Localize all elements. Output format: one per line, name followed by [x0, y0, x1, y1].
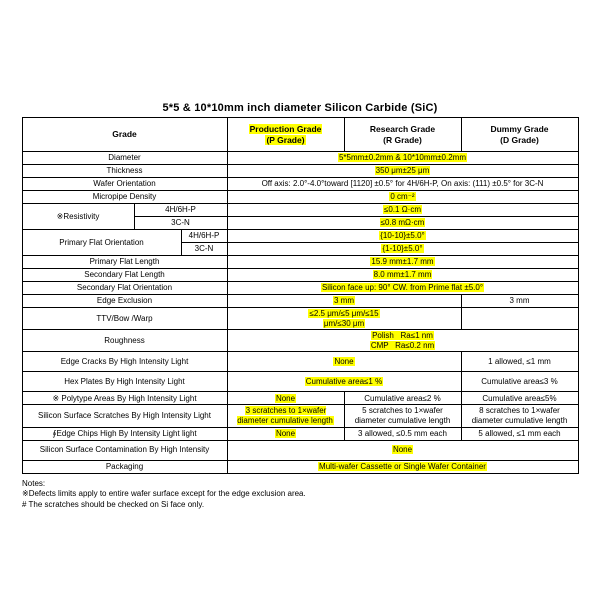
header-research-line2: (R Grade) [383, 134, 422, 145]
row-primary-flat-length [22, 256, 578, 269]
resistivity-sub2-label: 3C-N [134, 217, 227, 230]
row-edge-cracks-label: Edge Cracks By High Intensity Light [22, 352, 227, 372]
row-secondary-flat-orientation-label: Secondary Flat Orientation [22, 282, 227, 295]
pfo-sub2-value [227, 243, 578, 256]
resistivity-sub1-value [227, 204, 578, 217]
header-dummy-grade [461, 118, 578, 152]
polytype-r-value: Cumulative area≤2 % [344, 392, 461, 405]
edge-chips-p-value [227, 427, 344, 440]
row-secondary-flat-orientation [22, 282, 578, 295]
row-thickness [22, 165, 578, 178]
row-polytype-areas [22, 392, 578, 405]
row-edge-chips [22, 427, 578, 440]
row-ttv-bow-warp [22, 308, 578, 330]
pfo-sub2-label: 3C-N [181, 243, 227, 256]
edge-exclusion-pr-value-text: 3 mm [334, 296, 354, 306]
roughness-value-line2: CMP Ra≤0.2 nm [370, 340, 435, 350]
row-surface-contamination [22, 440, 578, 460]
row-primary-flat-length-label: Primary Flat Length [22, 256, 227, 269]
resistivity-sub1-value-text: ≤0.1 Ω·cm [383, 205, 422, 215]
pfo-sub1-value-text: {10-10}±5.0° [380, 231, 425, 241]
edge-chips-d-value: 5 allowed, ≤1 mm each [461, 427, 578, 440]
polytype-p-value [227, 392, 344, 405]
row-ttv-bow-warp-label: TTV/Bow /Warp [22, 308, 227, 330]
roughness-value [227, 330, 578, 352]
header-research-grade [344, 118, 461, 152]
pfo-sub2-value-text: {1-10}±5.0° [382, 244, 423, 254]
row-wafer-orientation-value: Off axis: 2.0°-4.0°toward [1120] ±0.5° for 4H/6H-P, On axis: (111) ±0.5° for 3C-N [227, 178, 578, 191]
row-thickness-label: Thickness [22, 165, 227, 178]
note-scratches-check: # The scratches should be checked on Si face only. [22, 500, 205, 510]
header-dummy-line2: (D Grade) [500, 134, 539, 145]
row-surface-scratches [22, 405, 578, 427]
row-thickness-value [227, 165, 578, 178]
row-wafer-orientation-label: Wafer Orientation [22, 178, 227, 191]
note-defects-limits: ※Defects limits apply to entire wafer surface except for the edge exclusion area. [22, 489, 306, 499]
resistivity-sub2-value-text: ≤0.8 mΩ·cm [380, 218, 425, 228]
row-diameter [22, 152, 578, 165]
row-packaging-label: Packaging [22, 460, 227, 473]
surface-contamination-value [227, 440, 578, 460]
row-primary-flat-orientation-label: Primary Flat Orientation [22, 230, 181, 256]
header-production-line2: (P Grade) [266, 134, 305, 145]
packaging-value-text: Multi-wafer Cassette or Single Wafer Container [319, 461, 486, 471]
header-grade: Grade [22, 118, 227, 152]
hex-plates-pr-value-text: Cumulative area≤1 % [305, 377, 383, 387]
ttv-bow-warp-d-empty [461, 308, 578, 330]
polytype-d-value: Cumulative area≤5% [461, 392, 578, 405]
row-edge-exclusion [22, 295, 578, 308]
resistivity-sub1-label: 4H/6H-P [134, 204, 227, 217]
row-resistivity-1 [22, 204, 578, 217]
table-header-row [22, 118, 578, 152]
resistivity-sub2-value [227, 217, 578, 230]
pfl-value-text: 15.9 mm±1.7 mm [371, 257, 434, 267]
sfl-value-text: 8.0 mm±1.7 mm [373, 270, 432, 280]
row-secondary-flat-length-label: Secondary Flat Length [22, 269, 227, 282]
ttv-value-line1: ≤2.5 μm/≤5 μm/≤15 [309, 309, 379, 318]
row-edge-chips-label: ∮Edge Chips High By Intensity Light light [22, 427, 227, 440]
pfo-sub1-value [227, 230, 578, 243]
row-diameter-value [227, 152, 578, 165]
row-roughness-label: Roughness [22, 330, 227, 352]
row-secondary-flat-length [22, 269, 578, 282]
row-primary-flat-orientation-1 [22, 230, 578, 243]
pfo-sub1-label: 4H/6H-P [181, 230, 227, 243]
notes-heading: Notes: [22, 478, 46, 488]
row-polytype-areas-label: ※ Polytype Areas By High Intensity Light [22, 392, 227, 405]
hex-plates-pr-value [227, 372, 461, 392]
edge-chips-p-value-text: None [275, 428, 296, 438]
row-micropipe-density-value [227, 191, 578, 204]
row-surface-scratches-label: Silicon Surface Scratches By High Intensity Light [22, 405, 227, 427]
row-secondary-flat-orientation-value [227, 282, 578, 295]
edge-cracks-d-value: 1 allowed, ≤1 mm [461, 352, 578, 372]
row-diameter-label: Diameter [22, 152, 227, 165]
edge-cracks-pr-value-text: None [334, 357, 354, 367]
roughness-value-line1: Polish Ra≤1 nm [372, 331, 433, 341]
header-production-grade [227, 118, 344, 152]
surface-contamination-value-text: None [392, 445, 413, 455]
page-title: 5*5 & 10*10mm inch diameter Silicon Carbide (SiC) [162, 102, 438, 114]
scratches-p-value [227, 405, 344, 427]
row-micropipe-density [22, 191, 578, 204]
ttv-value-line2: μm/≤30 μm [323, 318, 365, 328]
notes-section [22, 479, 578, 511]
ttv-bow-warp-value [227, 308, 461, 330]
polytype-p-value-text: None [275, 393, 296, 403]
row-hex-plates [22, 372, 578, 392]
row-surface-contamination-label: Silicon Surface Contamination By High Intensity [22, 440, 227, 460]
edge-exclusion-pr-value [227, 295, 461, 308]
scratches-p-value-text: 3 scratches to 1×wafer diameter cumulative length [237, 406, 333, 425]
edge-exclusion-d-value: 3 mm [461, 295, 578, 308]
row-resistivity-label: ※Resistivity [22, 204, 134, 230]
diameter-value-text: 5*5mm±0.2mm & 10*10mm±0.2mm [338, 153, 467, 163]
row-wafer-orientation [22, 178, 578, 191]
micropipe-value-text: 0 cm⁻² [390, 192, 415, 202]
header-production-line1: Production Grade [249, 124, 322, 135]
edge-cracks-pr-value [227, 352, 461, 372]
row-packaging [22, 460, 578, 473]
edge-chips-r-value: 3 allowed, ≤0.5 mm each [344, 427, 461, 440]
row-edge-exclusion-label: Edge Exclusion [22, 295, 227, 308]
thickness-value-text: 350 μm±25 μm [375, 166, 430, 176]
header-research-line1: Research Grade [369, 124, 436, 135]
hex-plates-d-value: Cumulative area≤3 % [461, 372, 578, 392]
scratches-d-value: 8 scratches to 1×wafer diameter cumulative length [461, 405, 578, 427]
scratches-r-value: 5 scratches to 1×wafer diameter cumulative length [344, 405, 461, 427]
spec-table [22, 117, 579, 474]
row-edge-cracks [22, 352, 578, 372]
row-roughness [22, 330, 578, 352]
row-hex-plates-label: Hex Plates By High Intensity Light [22, 372, 227, 392]
row-micropipe-density-label: Micropipe Density [22, 191, 227, 204]
sfo-value-text: Silicon face up: 90° CW. from Prime flat ±5.0° [321, 283, 484, 293]
packaging-value [227, 460, 578, 473]
header-dummy-line1: Dummy Grade [490, 124, 549, 135]
row-primary-flat-length-value [227, 256, 578, 269]
row-secondary-flat-length-value [227, 269, 578, 282]
